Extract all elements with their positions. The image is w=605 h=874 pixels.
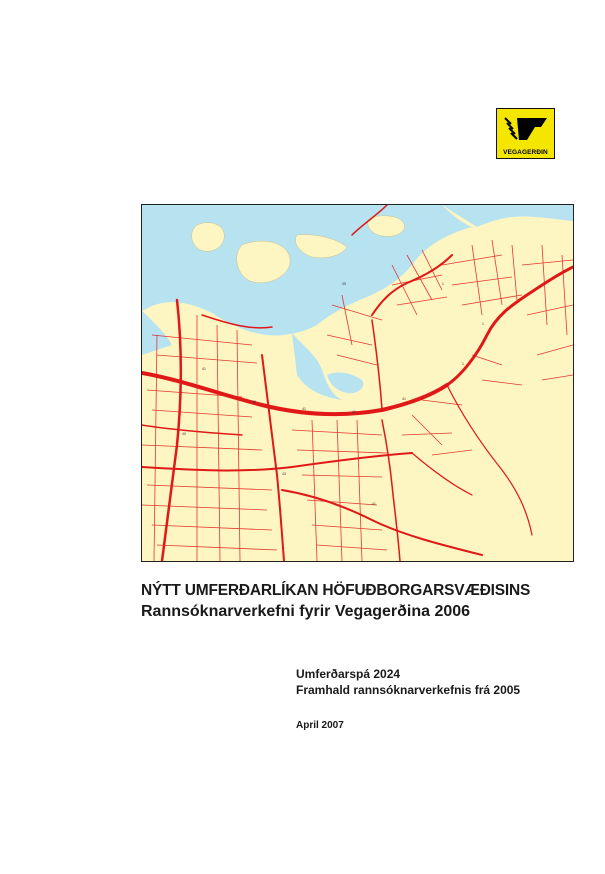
- continuation-line: Framhald rannsóknarverkefnis frá 2005: [296, 683, 521, 697]
- svg-text:1: 1: [462, 362, 464, 366]
- map-image: [142, 205, 573, 561]
- svg-text:1: 1: [442, 282, 444, 286]
- logo-text: VEGAGERÐIN: [503, 149, 548, 156]
- document-title: NÝTT UMFERÐARLÍKAN HÖFUÐBORGARSVÆÐISINS: [141, 582, 531, 599]
- svg-text:41: 41: [302, 407, 306, 411]
- svg-text:41: 41: [202, 367, 206, 371]
- forecast-line: Umferðarspá 2024: [296, 667, 401, 681]
- svg-text:40: 40: [182, 432, 186, 436]
- svg-text:41: 41: [352, 410, 356, 414]
- road-network-map: [141, 204, 574, 562]
- svg-text:1: 1: [482, 322, 484, 326]
- publication-date: April 2007: [296, 720, 344, 731]
- svg-text:45: 45: [342, 282, 346, 286]
- svg-text:41: 41: [402, 397, 406, 401]
- svg-text:49: 49: [252, 400, 256, 404]
- svg-text:43: 43: [282, 472, 286, 476]
- document-subtitle: Rannsóknarverkefni fyrir Vegagerðina 2006: [141, 603, 471, 620]
- logo-emblem-icon: [497, 109, 554, 149]
- svg-text:41: 41: [372, 502, 376, 506]
- vegagerdin-logo: [496, 108, 555, 159]
